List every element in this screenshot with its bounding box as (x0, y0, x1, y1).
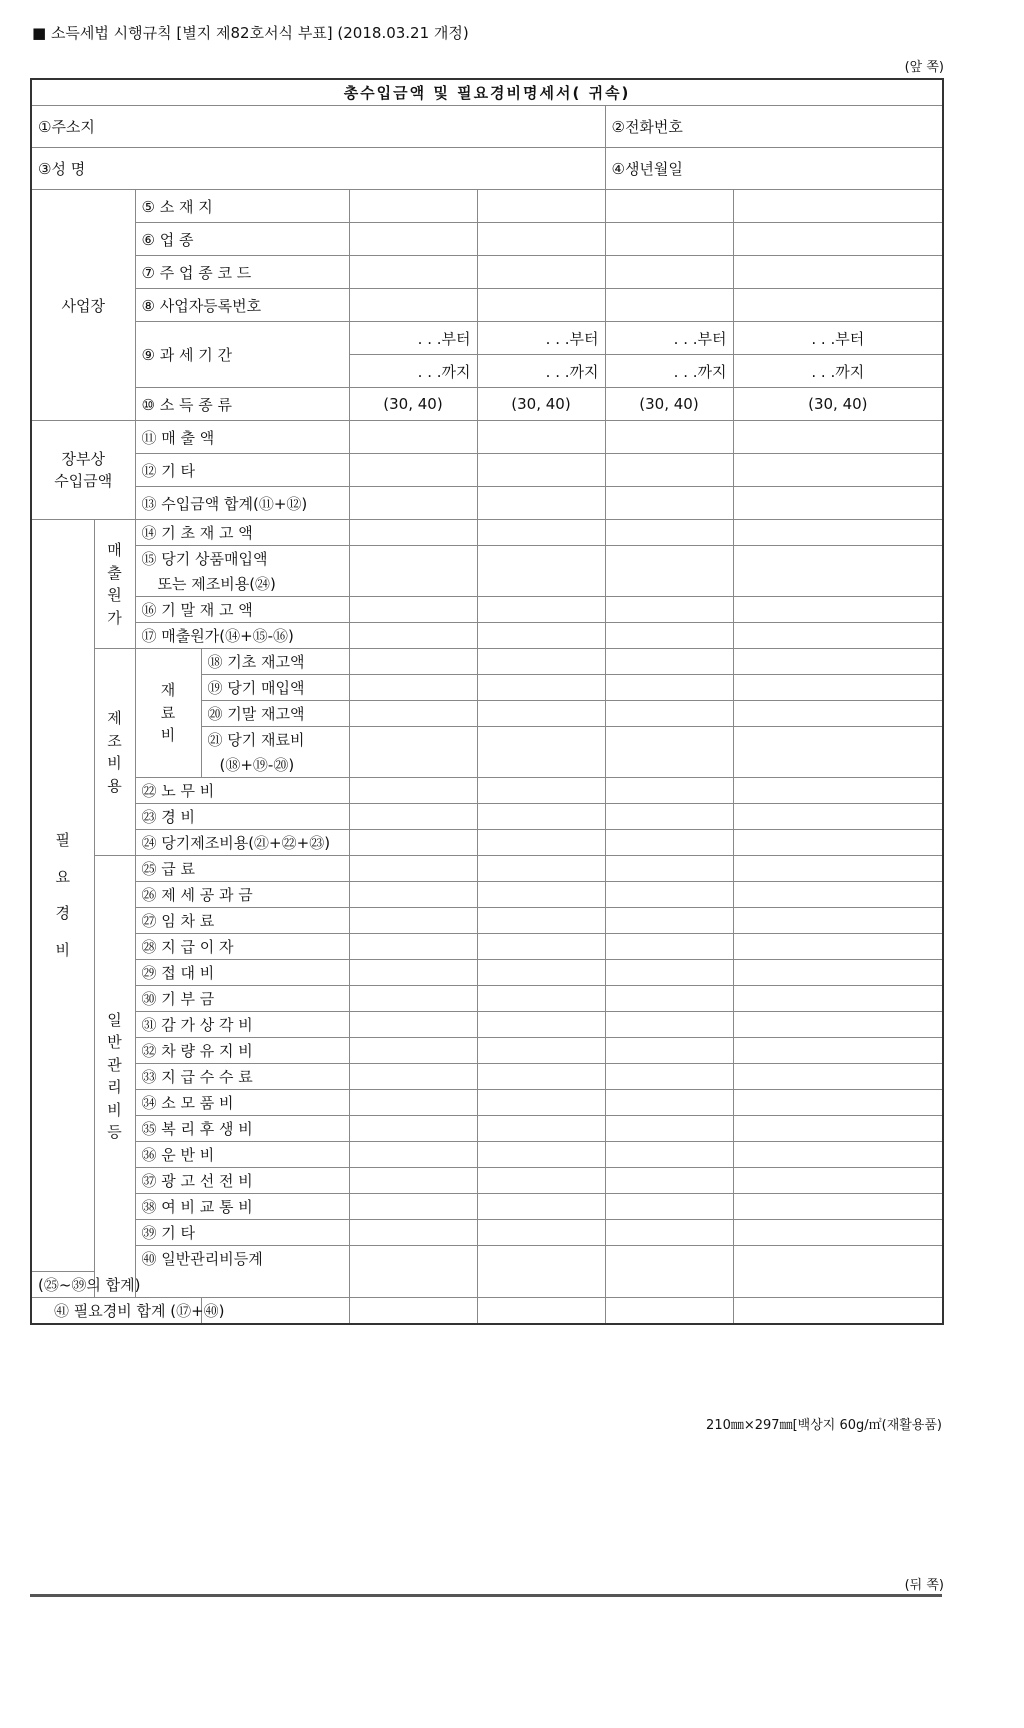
cell[interactable] (733, 934, 943, 960)
cell[interactable] (477, 1194, 605, 1220)
cell[interactable] (477, 649, 605, 675)
cell[interactable] (477, 597, 605, 623)
cell[interactable] (605, 778, 733, 804)
period-to[interactable]: . . .까지 (349, 355, 477, 388)
labor-label: ㉒ 노 무 비 (135, 778, 349, 804)
cogs-total-label: ⑰ 매출원가(⑭+⑮-⑯) (135, 623, 349, 649)
admin-row-label: ㉜ 차 량 유 지 비 (135, 1038, 349, 1064)
cell[interactable] (349, 597, 477, 623)
phone-field[interactable]: ②전화번호 (605, 106, 943, 148)
cell[interactable] (349, 986, 477, 1012)
purchases-label-cont: 또는 제조비용(㉔) (135, 571, 349, 597)
back-side-label: (뒤 쪽) (904, 1578, 944, 1593)
cell[interactable] (477, 520, 605, 546)
admin-row-label: ㊱ 운 반 비 (135, 1142, 349, 1168)
cell[interactable] (605, 856, 733, 882)
registration-number-label: ⑧ 사업자등록번호 (135, 289, 349, 322)
address-field[interactable]: ①주소지 (31, 106, 605, 148)
sales-label: ⑪ 매 출 액 (135, 421, 349, 454)
cell[interactable] (733, 908, 943, 934)
cell[interactable] (477, 487, 605, 520)
cell[interactable] (605, 223, 733, 256)
cell[interactable] (477, 421, 605, 454)
cell[interactable] (349, 1038, 477, 1064)
cell[interactable] (605, 675, 733, 701)
cell[interactable] (605, 1090, 733, 1116)
cell[interactable] (349, 934, 477, 960)
cell[interactable] (349, 1064, 477, 1090)
cell[interactable] (605, 1142, 733, 1168)
admin-row-label: ㉕ 급 료 (135, 856, 349, 882)
admin-row-label: ㉙ 접 대 비 (135, 960, 349, 986)
cell[interactable] (349, 454, 477, 487)
cell[interactable] (477, 1038, 605, 1064)
period-to[interactable]: . . .까지 (605, 355, 733, 388)
cell[interactable] (349, 830, 477, 856)
material-cost-label: ㉑ 당기 재료비 (201, 727, 349, 753)
cell[interactable] (605, 1116, 733, 1142)
cell[interactable] (605, 986, 733, 1012)
page-divider (30, 1594, 942, 1597)
cell[interactable] (477, 1142, 605, 1168)
cell[interactable] (605, 520, 733, 546)
other-revenue-label: ⑫ 기 타 (135, 454, 349, 487)
cell[interactable] (733, 1194, 943, 1220)
cell[interactable] (605, 908, 733, 934)
cogs-group-label: 매 출 원 가 (94, 520, 135, 649)
cell[interactable] (477, 778, 605, 804)
cell[interactable] (605, 882, 733, 908)
cell[interactable] (733, 623, 943, 649)
cell[interactable] (477, 190, 605, 223)
cell[interactable] (477, 727, 605, 778)
cell[interactable] (733, 1168, 943, 1194)
cell[interactable] (349, 1142, 477, 1168)
cell[interactable] (605, 546, 733, 597)
revenue-total-label: ⑬ 수입금액 합계(⑪+⑫) (135, 487, 349, 520)
admin-row-label: ㉘ 지 급 이 자 (135, 934, 349, 960)
purchases-label: ⑮ 당기 상품매입액 (135, 546, 349, 572)
cell[interactable] (733, 1246, 943, 1298)
location-label: ⑤ 소 재 지 (135, 190, 349, 223)
admin-row-label: ㉝ 지 급 수 수 료 (135, 1064, 349, 1090)
cell[interactable] (477, 256, 605, 289)
cell[interactable] (477, 546, 605, 597)
cell[interactable] (733, 597, 943, 623)
admin-row-label: ㉚ 기 부 금 (135, 986, 349, 1012)
cell[interactable] (349, 421, 477, 454)
admin-total-label: ㊵ 일반관리비등계 (135, 1246, 349, 1272)
cell[interactable] (605, 256, 733, 289)
cell[interactable] (477, 882, 605, 908)
cell[interactable] (349, 546, 477, 597)
cell[interactable] (349, 1220, 477, 1246)
cell[interactable] (477, 830, 605, 856)
cell[interactable] (605, 701, 733, 727)
industry-code-label: ⑦ 주 업 종 코 드 (135, 256, 349, 289)
cell[interactable] (349, 804, 477, 830)
overhead-label: ㉓ 경 비 (135, 804, 349, 830)
cell[interactable] (733, 487, 943, 520)
cell[interactable] (605, 649, 733, 675)
cell[interactable] (349, 1116, 477, 1142)
cell[interactable] (477, 856, 605, 882)
cell[interactable] (477, 454, 605, 487)
cell[interactable] (733, 649, 943, 675)
cell[interactable] (733, 223, 943, 256)
cell[interactable] (605, 1220, 733, 1246)
cell[interactable] (477, 223, 605, 256)
cell[interactable] (477, 1090, 605, 1116)
cell[interactable] (605, 1168, 733, 1194)
cell[interactable] (349, 1168, 477, 1194)
cell[interactable] (477, 289, 605, 322)
cell[interactable] (349, 856, 477, 882)
admin-row-label: ㊲ 광 고 선 전 비 (135, 1168, 349, 1194)
paper-spec: 210㎜×297㎜[백상지 60g/㎡(재활용품) (706, 1418, 942, 1433)
cell[interactable] (733, 1220, 943, 1246)
material-opening-label: ⑱ 기초 재고액 (201, 649, 349, 675)
cell[interactable] (477, 804, 605, 830)
cell[interactable] (477, 1246, 605, 1298)
cell[interactable] (733, 454, 943, 487)
cell[interactable] (605, 623, 733, 649)
admin-total-label-cont: (㉕~㊴의 합계) (31, 1271, 135, 1297)
period-from[interactable]: . . .부터 (733, 322, 943, 355)
industry-label: ⑥ 업 종 (135, 223, 349, 256)
cell[interactable] (605, 934, 733, 960)
cell[interactable] (733, 804, 943, 830)
birthdate-field[interactable]: ④생년월일 (605, 148, 943, 190)
cell[interactable] (733, 190, 943, 223)
cell[interactable] (349, 1297, 477, 1324)
cell[interactable] (349, 1012, 477, 1038)
cell[interactable] (733, 960, 943, 986)
cell[interactable] (349, 882, 477, 908)
cell[interactable] (733, 1012, 943, 1038)
admin-row-label: ㊳ 여 비 교 통 비 (135, 1194, 349, 1220)
cell[interactable] (477, 986, 605, 1012)
material-cost-label-cont: (⑱+⑲-⑳) (201, 752, 349, 778)
period-to[interactable]: . . .까지 (477, 355, 605, 388)
cell[interactable] (733, 986, 943, 1012)
name-field[interactable]: ③성 명 (31, 148, 605, 190)
income-expense-form (30, 78, 944, 1325)
cell[interactable] (605, 190, 733, 223)
cell[interactable] (477, 960, 605, 986)
cell[interactable] (733, 830, 943, 856)
cell[interactable] (733, 421, 943, 454)
closing-inventory-label: ⑯ 기 말 재 고 액 (135, 597, 349, 623)
cell[interactable] (349, 1246, 477, 1298)
cell[interactable] (605, 727, 733, 778)
material-purchase-label: ⑲ 당기 매입액 (201, 675, 349, 701)
cell[interactable] (605, 597, 733, 623)
period-from[interactable]: . . .부터 (605, 322, 733, 355)
mfg-total-label: ㉔ 당기제조비용(㉑+㉒+㉓) (135, 830, 349, 856)
cell[interactable] (349, 960, 477, 986)
cell[interactable] (477, 675, 605, 701)
cell[interactable] (349, 675, 477, 701)
cell[interactable] (349, 727, 477, 778)
cell[interactable] (349, 1194, 477, 1220)
admin-row-label: ㉛ 감 가 상 각 비 (135, 1012, 349, 1038)
cell[interactable] (477, 623, 605, 649)
cell[interactable] (605, 1194, 733, 1220)
cell[interactable] (477, 1220, 605, 1246)
cell[interactable] (477, 1064, 605, 1090)
cell[interactable] (733, 289, 943, 322)
form-header: ■ 소득세법 시행규칙 [별지 제82호서식 부표] (2018.03.21 개정) (32, 24, 469, 42)
income-type-label: ⑩ 소 득 종 류 (135, 388, 349, 421)
cell[interactable] (605, 1246, 733, 1298)
cell[interactable] (477, 908, 605, 934)
cell[interactable] (349, 778, 477, 804)
cell[interactable] (349, 223, 477, 256)
cell[interactable] (349, 649, 477, 675)
cell[interactable] (349, 289, 477, 322)
cell[interactable] (477, 1116, 605, 1142)
income-type-value: (30, 40) (605, 388, 733, 421)
cell[interactable] (733, 256, 943, 289)
income-type-value: (30, 40) (349, 388, 477, 421)
grand-total-label: ㊶ 필요경비 합계 (⑰+㊵) (31, 1297, 201, 1324)
cell[interactable] (605, 421, 733, 454)
cell[interactable] (733, 701, 943, 727)
period-from[interactable]: . . .부터 (477, 322, 605, 355)
business-group-label: 사업장 (31, 190, 135, 421)
cell[interactable] (605, 804, 733, 830)
material-closing-label: ⑳ 기말 재고액 (201, 701, 349, 727)
cell[interactable] (349, 623, 477, 649)
cell[interactable] (733, 1116, 943, 1142)
cell[interactable] (733, 520, 943, 546)
cell[interactable] (605, 454, 733, 487)
admin-row-label: ㉞ 소 모 품 비 (135, 1090, 349, 1116)
cell[interactable] (605, 1038, 733, 1064)
period-to[interactable]: . . .까지 (733, 355, 943, 388)
mfg-group-label: 제 조 비 용 (94, 649, 135, 856)
cell[interactable] (349, 520, 477, 546)
cell[interactable] (349, 487, 477, 520)
cell[interactable] (477, 934, 605, 960)
cell[interactable] (349, 908, 477, 934)
cell[interactable] (733, 1064, 943, 1090)
cell[interactable] (477, 1297, 605, 1324)
cell[interactable] (477, 1012, 605, 1038)
front-side-label: (앞 쪽) (904, 60, 944, 75)
cell[interactable] (605, 1297, 733, 1324)
cell[interactable] (733, 856, 943, 882)
cell[interactable] (733, 727, 943, 778)
expenses-group-label: 필 요 경 비 (31, 520, 94, 1272)
cell[interactable] (733, 546, 943, 597)
admin-row-label: ㉟ 복 리 후 생 비 (135, 1116, 349, 1142)
cell[interactable] (733, 778, 943, 804)
cell[interactable] (733, 1090, 943, 1116)
income-type-value: (30, 40) (733, 388, 943, 421)
income-type-value: (30, 40) (477, 388, 605, 421)
cell[interactable] (349, 190, 477, 223)
cell[interactable] (349, 1090, 477, 1116)
admin-group-label: 일 반 관 리 비 등 (94, 856, 135, 1298)
cell[interactable] (349, 701, 477, 727)
cell[interactable] (733, 1142, 943, 1168)
cell[interactable] (605, 960, 733, 986)
admin-row-label: ㉗ 임 차 료 (135, 908, 349, 934)
cell[interactable] (733, 1038, 943, 1064)
admin-row-label: ㊴ 기 타 (135, 1220, 349, 1246)
material-group-label: 재 료 비 (135, 649, 201, 778)
cell[interactable] (605, 1012, 733, 1038)
tax-period-label: ⑨ 과 세 기 간 (135, 322, 349, 388)
cell[interactable] (477, 701, 605, 727)
cell[interactable] (733, 882, 943, 908)
opening-inventory-label: ⑭ 기 초 재 고 액 (135, 520, 349, 546)
form-title: 총수입금액 및 필요경비명세서( 귀속) (31, 79, 943, 106)
cell[interactable] (605, 1064, 733, 1090)
cell[interactable] (733, 675, 943, 701)
cell[interactable] (477, 1168, 605, 1194)
revenue-group-label: 장부상 수입금액 (31, 421, 135, 520)
cell[interactable] (349, 256, 477, 289)
admin-row-label: ㉖ 제 세 공 과 금 (135, 882, 349, 908)
cell[interactable] (605, 289, 733, 322)
cell[interactable] (605, 830, 733, 856)
cell[interactable] (605, 487, 733, 520)
period-from[interactable]: . . .부터 (349, 322, 477, 355)
